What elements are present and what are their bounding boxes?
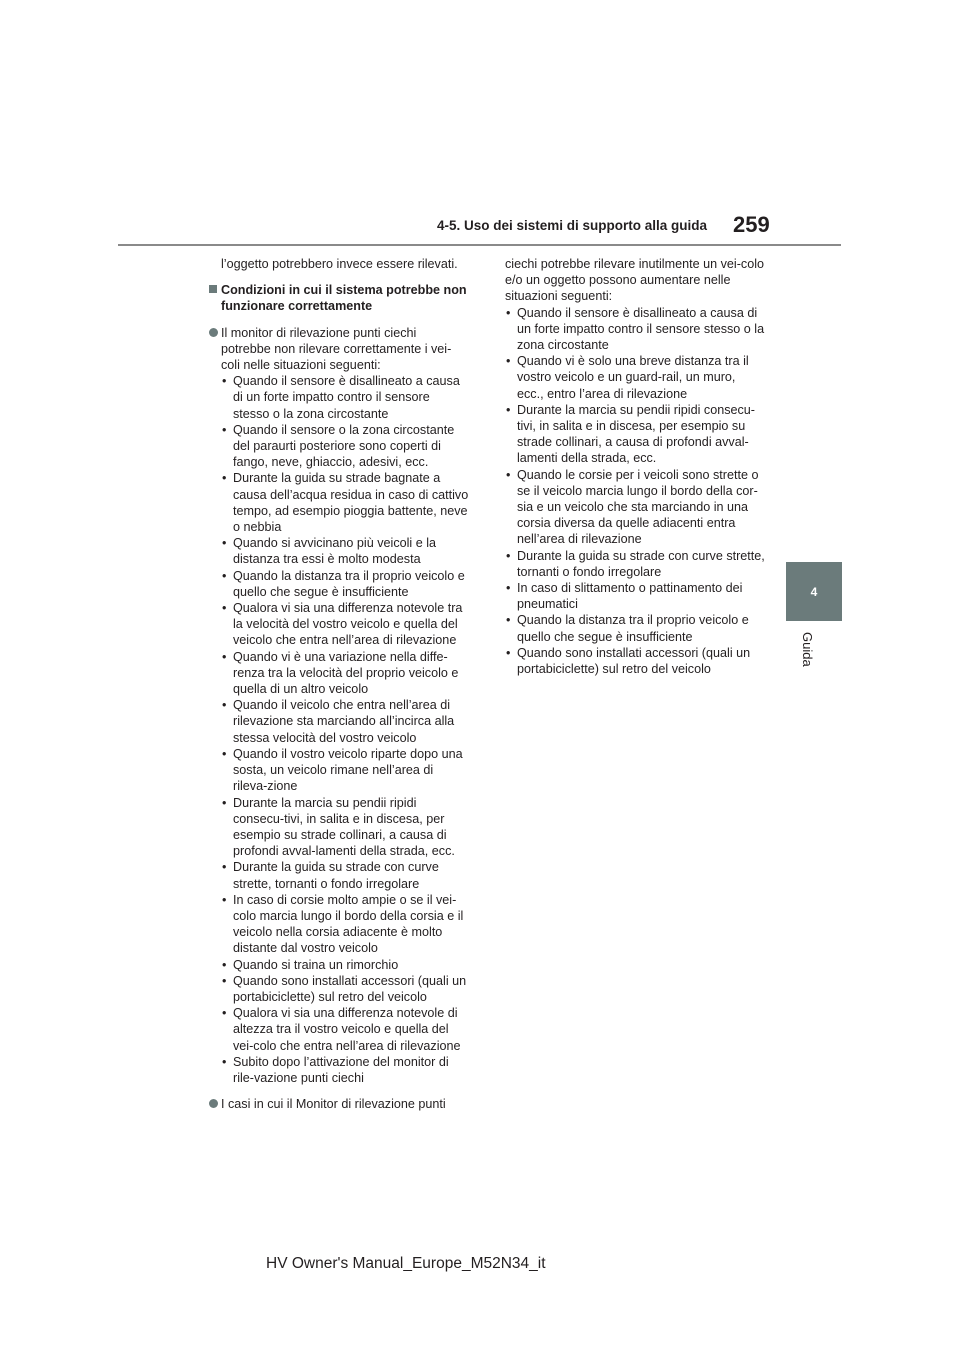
list-item: • Durante la marcia su pendii ripidi consecu-tivi, in salita e in discesa, per esempio su strade collinari, a causa di profondi avval-lamenti della strada, ecc.	[505, 402, 765, 467]
list-item: • Quando la distanza tra il proprio veicolo e quello che segue è insufficiente	[221, 568, 469, 600]
section-title: 4-5. Uso dei sistemi di supporto alla guida	[437, 218, 708, 233]
list-item: • Quando il veicolo che entra nell’area di rilevazione sta marciando all’incirca alla stessa velocità del vostro veicolo	[221, 697, 469, 746]
circle-bullet-icon	[209, 328, 218, 337]
section-heading-text: Condizioni in cui il sistema potrebbe non funzionare correttamente	[221, 283, 467, 314]
list-item: • Durante la guida su strade con curve strette, tornanti o fondo irregolare	[505, 548, 765, 580]
point-intro: Il monitor di rilevazione punti ciechi potrebbe non rilevare correttamente i vei-coli nelle situazioni seguenti:	[221, 325, 452, 373]
list-item: • Durante la guida su strade con curve strette, tornanti o fondo irregolare	[221, 859, 469, 891]
list-item: • In caso di corsie molto ampie o se il vei-colo marcia lungo il bordo della corsia e il veicolo nella corsia adiacente è molto distante dal vostro veicolo	[221, 892, 469, 957]
list-item: • Quando si traina un rimorchio	[221, 957, 469, 973]
point-missed-detection	[209, 325, 469, 1087]
header-divider	[118, 244, 841, 246]
chapter-number: 4	[810, 584, 818, 599]
list-item: • Quando il sensore è disallineato a causa di un forte impatto contro il sensore stesso o la zona circostante	[221, 373, 469, 422]
list-item: • Qualora vi sia una differenza notevole tra la velocità del vostro veicolo e quella del veicolo che entra nell’area di rilevazione	[221, 600, 469, 649]
chapter-title: Guida	[800, 632, 815, 667]
list-item: • Durante la guida su strade bagnate a causa dell’acqua residua in caso di cattivo tempo, ad esempio pioggia battente, neve o nebbia	[221, 470, 469, 535]
list-item: • Subito dopo l’attivazione del monitor di rile-vazione punti ciechi	[221, 1054, 469, 1086]
list-item: • Quando le corsie per i veicoli sono strette o se il veicolo marcia lungo il bordo della cor-sia e un veicolo che sta marciando in una corsia diversa da quelle adiacenti entra nell’area di rilevazione	[505, 467, 765, 548]
list-item: • Quando il sensore o la zona circostante del paraurti posteriore sono coperti di fango, neve, ghiaccio, adesivi, ecc.	[221, 422, 469, 471]
list-item: • Quando il vostro veicolo riparte dopo una sosta, un veicolo rimane nell’area di rileva-zione	[221, 746, 469, 795]
list-item: • Quando sono installati accessori (quali un portabiciclette) sul retro del veicolo	[221, 973, 469, 1005]
right-column	[505, 256, 765, 677]
page-number: 259	[733, 212, 770, 237]
footer-text: HV Owner's Manual_Europe_M52N34_it	[266, 1255, 546, 1272]
point-intro: I casi in cui il Monitor di rilevazione punti	[221, 1097, 446, 1112]
list-item: • Quando vi è una variazione nella diffe-renza tra la velocità del proprio veicolo e quella di un altro veicolo	[221, 649, 469, 698]
section-heading	[209, 282, 469, 314]
continuation-text: l’oggetto potrebbero invece essere rilevati.	[221, 257, 458, 271]
left-column	[209, 256, 469, 1122]
condition-list	[221, 373, 469, 1086]
list-item: • Quando vi è solo una breve distanza tra il vostro veicolo e un guard-rail, un muro, ecc., entro l’area di rilevazione	[505, 353, 765, 402]
list-item: • Quando sono installati accessori (quali un portabiciclette) sul retro del veicolo	[505, 645, 765, 677]
list-item: • Quando si avvicinano più veicoli e la distanza tra essi è molto modesta	[221, 535, 469, 567]
condition-list	[505, 305, 765, 678]
square-bullet-icon	[209, 285, 217, 293]
circle-bullet-icon	[209, 1099, 218, 1108]
list-item: • In caso di slittamento o pattinamento dei pneumatici	[505, 580, 765, 612]
chapter-tab[interactable]	[786, 562, 842, 621]
continuation-text: ciechi potrebbe rilevare inutilmente un vei-colo e/o un oggetto possono aumentare nelle situazioni seguenti:	[505, 257, 765, 304]
list-item: • Quando la distanza tra il proprio veicolo e quello che segue è insufficiente	[505, 612, 765, 644]
list-item: • Quando il sensore è disallineato a causa di un forte impatto contro il sensore stesso o la zona circostante	[505, 305, 765, 354]
list-item: • Durante la marcia su pendii ripidi consecu-tivi, in salita e in discesa, per esempio su strade collinari, a causa di profondi avval-lamenti della strada, ecc.	[221, 795, 469, 860]
list-item: • Qualora vi sia una differenza notevole di altezza tra il vostro veicolo e quella del vei-colo che entra nell’area di rilevazione	[221, 1005, 469, 1054]
point-unnecessary-detection	[209, 1096, 469, 1112]
